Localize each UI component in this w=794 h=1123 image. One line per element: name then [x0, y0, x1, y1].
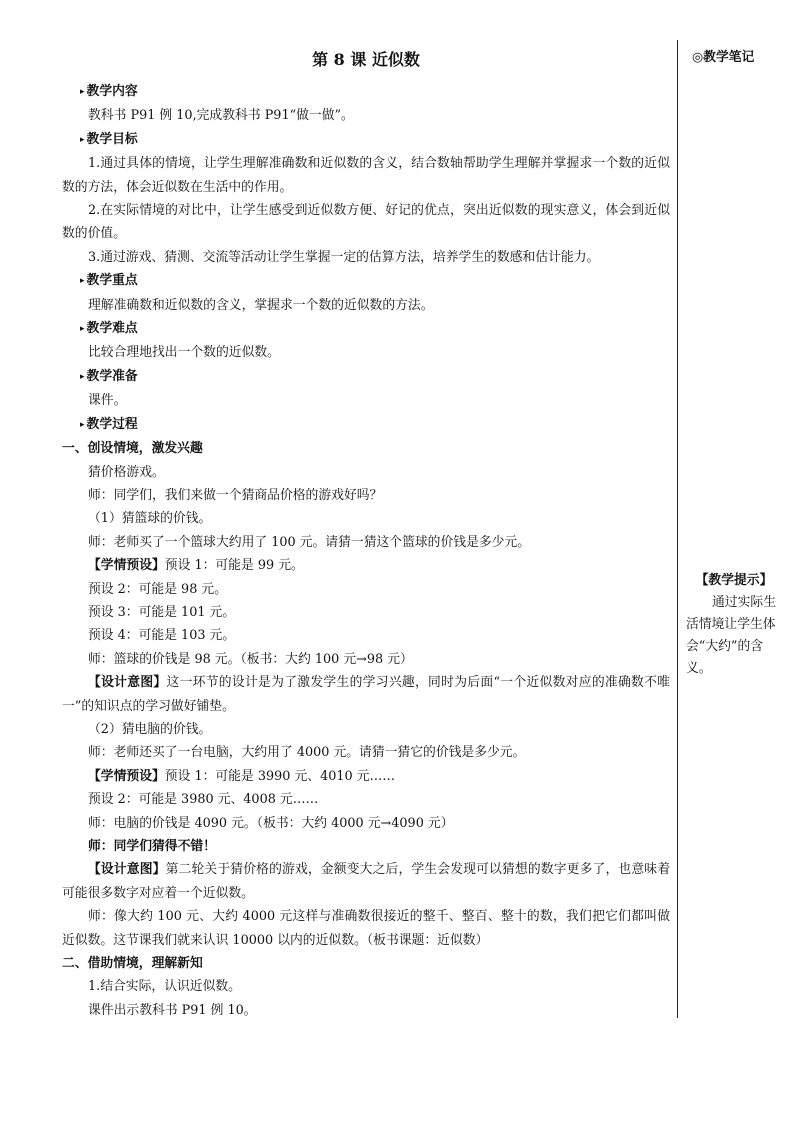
- heading-difficulty: ▸ 教学难点: [62, 317, 670, 341]
- teaching-tip: [686, 570, 782, 680]
- paragraph: （1）猜篮球的价钱。: [88, 511, 212, 527]
- paragraph: 师：电脑的价钱是 4090 元。（板书：大约 4000 元→4090 元）: [88, 815, 454, 831]
- paragraph: [62, 671, 670, 718]
- heading-key: ▸ 教学重点: [62, 269, 670, 293]
- content-text: 教科书 P91 例 10,完成教科书 P91“做一做”。: [88, 108, 354, 124]
- column-divider: [677, 40, 678, 1018]
- section-2-heading: 二、借助情境，理解新知: [62, 956, 203, 972]
- tip-text: 通过实际生活情境让学生体会“大约”的含义。: [686, 595, 776, 676]
- tag-label: 【学情预设】: [88, 558, 165, 574]
- paragraph: 预设 2：可能是 3980 元、4008 元……: [88, 792, 319, 808]
- tag-text: 预设 1：可能是 99 元。: [164, 558, 304, 574]
- paragraph: 师：篮球的价钱是 98 元。（板书：大约 100 元→98 元）: [88, 651, 413, 667]
- tag-text: 第二轮关于猜价格的游戏，金额变大之后，学生会发现可以猜想的数字更多了，也意味着可能很多数字对应着一个近似数。: [62, 862, 671, 901]
- paragraph: [62, 765, 670, 788]
- paragraph: 师：同学们，我们来做一个猜商品价格的游戏好吗？: [88, 487, 383, 503]
- tag-label: 【设计意图】: [88, 675, 167, 691]
- lesson-plan-body: [62, 46, 670, 1022]
- paragraph: [62, 858, 670, 905]
- paragraph: 师：老师还买了一台电脑，大约用了 4000 元。请猜一猜它的价钱是多少元。: [88, 745, 526, 761]
- paragraph: 师：同学们猜得不错！: [88, 839, 216, 854]
- goal-2: 2.在实际情境的对比中，让学生感受到近似数方便、好记的优点，突出近似数的现实意义，体会到近似数的价值。: [62, 203, 670, 242]
- key-text: 理解准确数和近似数的含义，掌握求一个数的近似数的方法。: [88, 297, 434, 313]
- paragraph: 预设 3：可能是 101 元。: [88, 604, 236, 620]
- paragraph: 预设 4：可能是 103 元。: [88, 628, 236, 644]
- heading-content: ▸ 教学内容: [62, 80, 670, 104]
- paragraph: 课件出示教科书 P91 例 10。: [88, 1002, 257, 1018]
- tag-label: 【设计意图】: [88, 862, 166, 878]
- paragraph: 预设 2：可能是 98 元。: [88, 581, 228, 597]
- tag-label: 【学情预设】: [88, 768, 165, 784]
- section-1-heading: 一、创设情境，激发兴趣: [62, 441, 203, 457]
- lesson-title: 第 8 课 近似数: [312, 50, 420, 69]
- goal-3: 3.通过游戏、猜测、交流等活动让学生掌握一定的估算方法，培养学生的数感和估计能力。: [88, 249, 600, 265]
- paragraph: 师：像大约 100 元、大约 4000 元这样与准确数很接近的整千、整百、整十的数，我们把它们都叫做近似数。这节课我们就来认识 10000 以内的近似数。（板书课题：近似数）: [62, 909, 670, 948]
- tag-text: 预设 1：可能是 3990 元、4010 元……: [164, 768, 396, 784]
- prep-text: 课件。: [88, 393, 127, 409]
- heading-process: ▸ 教学过程: [62, 413, 670, 437]
- tip-heading: 【教学提示】: [695, 573, 773, 588]
- heading-prep: ▸ 教学准备: [62, 365, 670, 389]
- paragraph: 师：老师买了一个篮球大约用了 100 元。请猜一猜这个篮球的价钱是多少元。: [88, 534, 531, 550]
- heading-goals: ▸ 教学目标: [62, 128, 670, 152]
- difficulty-text: 比较合理地找出一个数的近似数。: [88, 345, 280, 361]
- goal-1: 1.通过具体的情境，让学生理解准确数和近似数的含义，结合数轴帮助学生理解并掌握求一个数的近似数的方法，体会近似数在生活中的作用。: [62, 156, 670, 195]
- paragraph: [62, 554, 670, 577]
- notes-title: ◎教学笔记: [692, 50, 755, 65]
- paragraph: 1.结合实际，认识近似数。: [88, 979, 241, 995]
- paragraph: 猜价格游戏。: [88, 464, 165, 480]
- tag-text: 这一环节的设计是为了激发学生的学习兴趣，同时为后面“一个近似数对应的准确数不唯一”的知识点的学习做好铺垫。: [62, 675, 671, 714]
- paragraph: （2）猜电脑的价钱。: [88, 721, 212, 737]
